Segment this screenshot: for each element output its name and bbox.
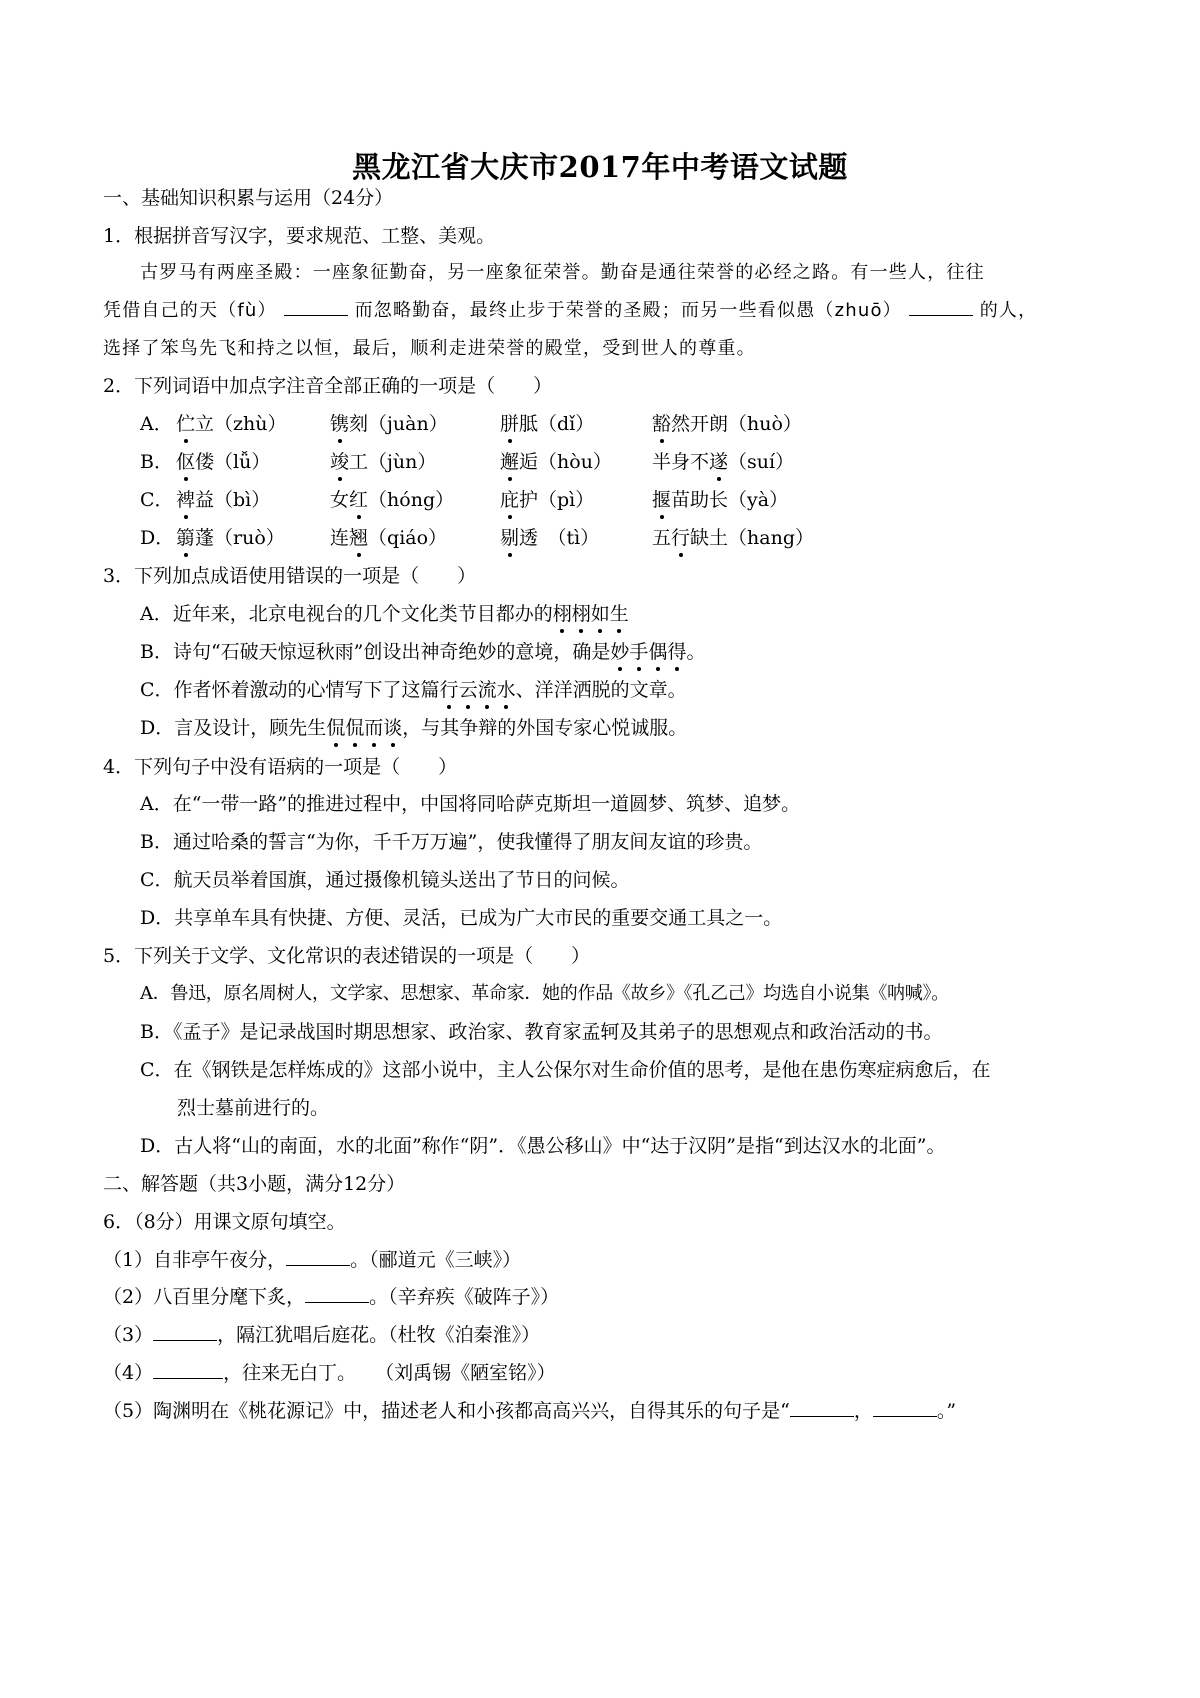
word-with-pinyin (176, 488, 270, 512)
dotted-character: 剔 (500, 527, 520, 549)
dotted-character: 如 (590, 603, 610, 625)
question-3-stem: 3．下列加点成语使用错误的一项是（ ） (103, 565, 477, 587)
option-label: B． (140, 451, 173, 473)
dotted-character: 侃 (326, 717, 346, 739)
dotted-character: 云 (458, 679, 478, 701)
word-suffix: 工（jùn） (349, 451, 437, 473)
question-1-passage-line-1: 古罗马有两座圣殿：一座象征勤奋，另一座象征荣誉。勤奋是通往荣誉的必经之路。有一些人，往往 (140, 262, 985, 283)
question-3-option-b (140, 640, 705, 664)
dotted-character: 遂 (709, 451, 729, 473)
fill-blank[interactable] (286, 1249, 350, 1266)
question-5-option-c-line-2: 烈士墓前进行的。 (177, 1097, 330, 1119)
word-suffix: （suí） (728, 451, 795, 473)
fill-blank[interactable] (873, 1400, 937, 1417)
word-suffix: 然开朗（huò） (671, 413, 802, 435)
question-6-item-4 (103, 1361, 556, 1385)
dotted-character: 妙 (610, 641, 630, 663)
question-1-passage-line-3: 选择了笨鸟先飞和持之以恒，最后，顺利走进荣誉的殿堂，受到世人的尊重。 (103, 338, 756, 359)
word-suffix: 苗助长（yà） (671, 489, 789, 511)
word-with-pinyin (652, 450, 794, 474)
question-5-option-d: D．古人将“山的南面，水的北面”称作“阴”．《愚公移山》中“达于汉阴”是指“到达汉水的北面”。 (140, 1135, 946, 1157)
word-prefix: 五 (652, 527, 672, 549)
question-4-option-b: B．通过哈桑的誓言“为你，千千万万遍”，使我懂得了朋友间友谊的珍贵。 (140, 831, 763, 853)
item-text: （4） (103, 1362, 154, 1384)
item-text: （5）陶渊明在《桃花源记》中，描述老人和小孩都高高兴兴，自得其乐的句子是“ (103, 1400, 790, 1422)
question-4-option-a: A．在“一带一路”的推进过程中，中国将同哈萨克斯坦一道圆梦、筑梦、追梦。 (140, 793, 801, 815)
word-suffix: （hóng） (368, 489, 455, 511)
word-suffix: （qiáo） (368, 527, 448, 549)
option-text: A．近年来，北京电视台的几个文化类节目都办的 (140, 603, 553, 625)
option-label: A． (140, 413, 173, 435)
option-text: ，与其争辩的外国专家心悦诚服。 (402, 717, 688, 739)
question-1-passage-line-2 (103, 299, 1037, 323)
option-text: D．言及设计，顾先生 (140, 717, 327, 739)
question-5-option-c-line-1: C．在《钢铁是怎样炼成的》这部小说中，主人公保尔对生命价值的思考，是他在患伤寒症病愈后，在 (140, 1059, 991, 1081)
page-title: 黑龙江省大庆市2017年中考语文试题 (352, 150, 848, 184)
dotted-character: 篛 (176, 527, 196, 549)
dotted-character: 栩 (552, 603, 572, 625)
word-suffix: 偻（lǚ） (195, 451, 271, 473)
fill-blank[interactable] (305, 1286, 369, 1303)
item-text: 。” (936, 1400, 957, 1422)
fill-blank[interactable] (790, 1400, 854, 1417)
word-suffix: 逅（hòu） (519, 451, 612, 473)
word-with-pinyin (652, 526, 814, 550)
word-with-pinyin (500, 488, 594, 512)
dotted-character: 侃 (345, 717, 365, 739)
word-prefix: 连 (330, 527, 350, 549)
word-suffix: 胝（dǐ） (519, 413, 595, 435)
item-text: （2）八百里分麾下炙， (103, 1286, 306, 1308)
word-prefix: 女 (330, 489, 350, 511)
question-5-option-a: A．鲁迅，原名周树人，文学家、思想家、革命家．她的作品《故乡》《孔乙己》均选自小说集《呐喊》。 (140, 983, 949, 1004)
word-suffix: 益（bì） (195, 489, 271, 511)
question-6-stem: 6．（8分）用课文原句填空。 (103, 1211, 346, 1233)
dotted-character: 竣 (330, 451, 350, 473)
fill-blank[interactable] (909, 299, 973, 316)
dotted-character: 红 (349, 489, 369, 511)
dotted-character: 水 (496, 679, 516, 701)
question-4-option-d: D．共享单车具有快捷、方便、灵活，已成为广大市民的重要交通工具之一。 (140, 907, 783, 929)
question-6-item-3 (103, 1323, 540, 1347)
question-6-item-1 (103, 1248, 521, 1272)
passage-text: 的人， (979, 300, 1038, 321)
word-with-pinyin (176, 526, 285, 550)
word-with-pinyin (330, 488, 454, 512)
dotted-character: 行 (671, 527, 691, 549)
word-prefix: 半身不 (652, 451, 710, 473)
word-suffix: 缺土（hang） (690, 527, 814, 549)
option-text: B．诗句“石破天惊逗秋雨”创设出神奇绝妙的意境，确是 (140, 641, 611, 663)
dotted-character: 偶 (648, 641, 668, 663)
dotted-character: 生 (609, 603, 629, 625)
question-4-stem: 4．下列句子中没有语病的一项是（ ） (103, 756, 458, 778)
word-with-pinyin (500, 412, 594, 436)
word-with-pinyin (500, 450, 612, 474)
dotted-character: 而 (364, 717, 384, 739)
fill-blank[interactable] (284, 299, 348, 316)
question-5-stem: 5．下列关于文学、文化常识的表述错误的一项是（ ） (103, 945, 591, 967)
passage-text: 而忽略勤奋，最终止步于荣誉的圣殿；而另一些看似愚（zhuō） (354, 300, 902, 321)
dotted-character: 行 (439, 679, 459, 701)
word-with-pinyin (330, 412, 448, 436)
word-suffix: 蓬（ruò） (195, 527, 285, 549)
question-3-option-c (140, 678, 687, 702)
word-suffix: 透 （tì） (519, 527, 600, 549)
word-with-pinyin (176, 450, 270, 474)
dotted-character: 翘 (349, 527, 369, 549)
dotted-character: 揠 (652, 489, 672, 511)
word-with-pinyin (330, 450, 436, 474)
item-text: ，隔江犹唱后庭花。（杜牧《泊秦淮》） (217, 1324, 541, 1346)
dotted-character: 伫 (176, 413, 196, 435)
option-text: C．作者怀着激动的心情写下了这篇 (140, 679, 440, 701)
dotted-character: 谈 (383, 717, 403, 739)
section-heading-2: 二、解答题（共3小题，满分12分） (103, 1173, 406, 1195)
word-suffix: 立（zhù） (195, 413, 287, 435)
item-text: ， (853, 1400, 873, 1422)
dotted-character: 裨 (176, 489, 196, 511)
fill-blank[interactable] (153, 1362, 223, 1379)
dotted-character: 栩 (571, 603, 591, 625)
option-label: D． (140, 527, 175, 549)
option-text: 、洋洋洒脱的文章。 (515, 679, 687, 701)
dotted-character: 豁 (652, 413, 672, 435)
option-label: C． (140, 489, 174, 511)
word-with-pinyin (652, 412, 802, 436)
word-suffix: 刻（juàn） (349, 413, 448, 435)
dotted-character: 邂 (500, 451, 520, 473)
question-2-stem: 2．下列词语中加点字注音全部正确的一项是（ ） (103, 375, 553, 397)
item-text: 。（辛弃疾《破阵子》） (369, 1286, 560, 1308)
option-text: 。 (686, 641, 706, 663)
item-text: ，往来无白丁。 （刘禹锡《陋室铭》） (223, 1362, 556, 1384)
dotted-character: 手 (629, 641, 649, 663)
question-4-option-c: C．航天员举着国旗，通过摄像机镜头送出了节日的问候。 (140, 869, 630, 891)
word-with-pinyin (500, 526, 599, 550)
dotted-character: 伛 (176, 451, 196, 473)
word-suffix: 护（pì） (519, 489, 595, 511)
dotted-character: 得 (667, 641, 687, 663)
question-3-option-a (140, 602, 629, 626)
word-with-pinyin (330, 526, 447, 550)
item-text: （1）自非亭午夜分， (103, 1249, 287, 1271)
question-1-stem: 1．根据拼音写汉字，要求规范、工整、美观。 (103, 225, 496, 247)
dotted-character: 胼 (500, 413, 520, 435)
item-text: （3） (103, 1324, 154, 1346)
dotted-character: 庇 (500, 489, 520, 511)
dotted-character: 镌 (330, 413, 350, 435)
question-3-option-d (140, 716, 687, 740)
word-with-pinyin (652, 488, 788, 512)
fill-blank[interactable] (153, 1324, 217, 1341)
dotted-character: 流 (477, 679, 497, 701)
section-heading-1: 一、基础知识积累与运用（24分） (103, 187, 394, 209)
item-text: 。（郦道元《三峡》） (350, 1249, 522, 1271)
word-with-pinyin (176, 412, 287, 436)
question-6-item-2 (103, 1285, 559, 1309)
passage-text: 凭借自己的天（fù） (103, 300, 277, 321)
question-5-option-b: B．《孟子》是记录战国时期思想家、政治家、教育家孟轲及其弟子的思想观点和政治活动的书。 (140, 1021, 943, 1043)
question-6-item-5 (103, 1399, 956, 1423)
